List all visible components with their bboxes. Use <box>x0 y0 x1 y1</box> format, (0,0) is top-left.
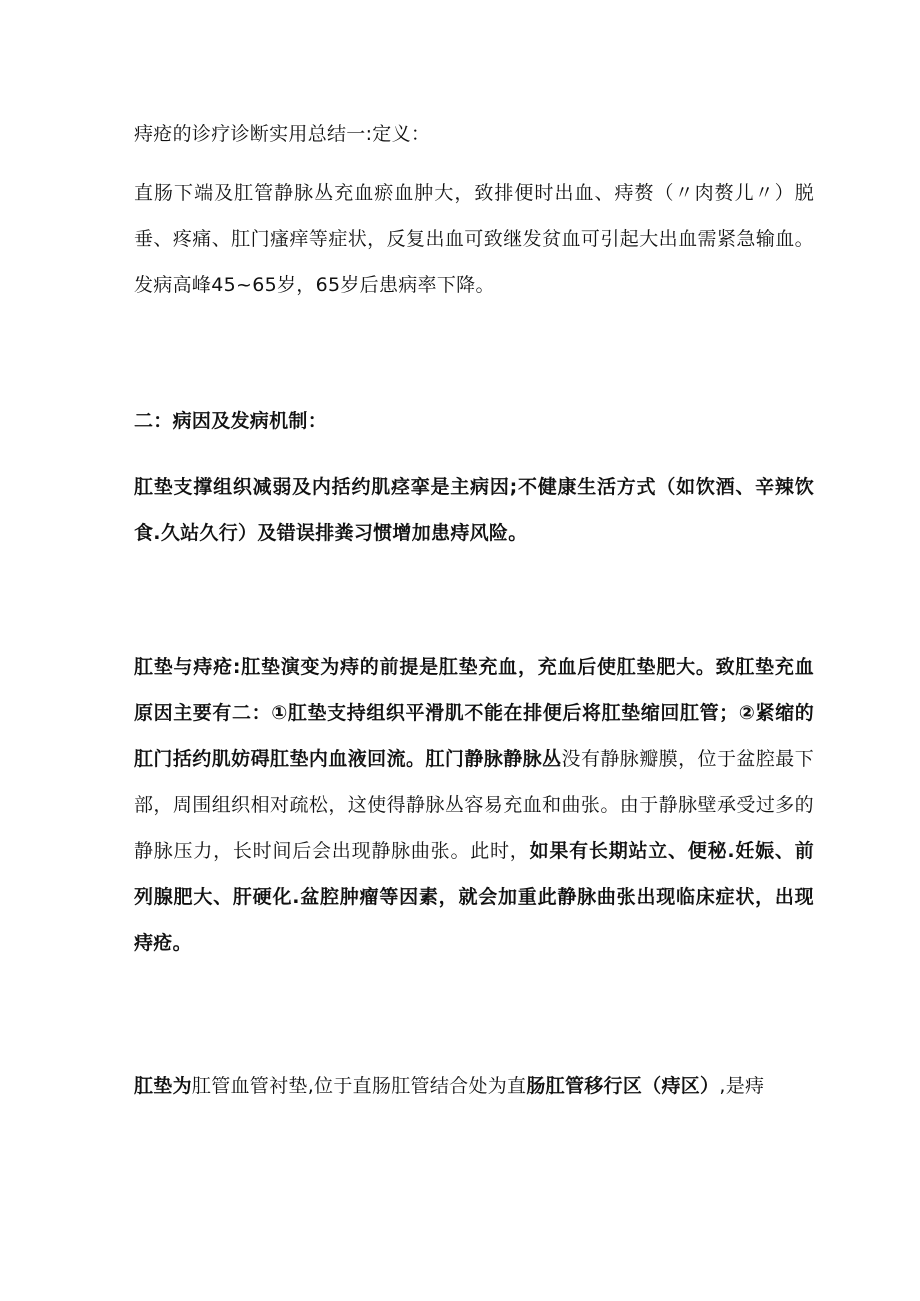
anal-cushion-normal-text: 没有静脉瓣膜，位于盆腔最下部，周围组织相对疏松，这使得静脉丛容易充血和曲张。由于静脉壁承受过多的静脉压力，长时间后会出现静脉曲张。此时， <box>134 748 814 862</box>
anal-cushion-definition-paragraph <box>134 1063 814 1109</box>
anal-cushion-bold-conclusion: 如果有长期站立、便秘.妊娠、前列腺肥大、肝硬化.盆腔肿瘤等因素，就会加重此静脉曲张出现临床症状，出现痔疮。 <box>134 840 814 954</box>
last-normal-text: 肛管血管衬垫,位于直肠肛管结合处为直 <box>191 1075 527 1097</box>
section-heading-cause: 二：病因及发病机制： <box>134 410 328 432</box>
last-bold-term: 肠肛管移行区（痔区） <box>526 1075 720 1097</box>
anal-cushion-paragraph <box>134 644 814 966</box>
anal-cushion-bold-text: 肛垫与痔疮:肛垫演变为痔的前提是肛垫充血，充血后使肛垫肥大。致肛垫充血原因主要有二：①肛垫支持组织平滑肌不能在排便后将肛垫缩回肛管；②紧缩的肛门括约肌妨碍肛垫内血液回流。肛门静脉静脉丛 <box>134 656 814 770</box>
last-normal-tail: ,是痔 <box>719 1075 765 1097</box>
last-bold-lead: 肛垫为 <box>134 1075 192 1097</box>
document-title: 痔疮的诊疗诊断实用总结一:定义： <box>134 123 431 145</box>
cause-paragraph: 肛垫支撑组织减弱及内括约肌痉挛是主病因;不健康生活方式（如饮酒、辛辣饮食.久站久行）及错误排粪习惯增加患痔风险。 <box>134 476 814 544</box>
definition-paragraph: 直肠下端及肛管静脉丛充血瘀血肿大，致排便时出血、痔赘（〃肉赘儿〃）脱垂、疼痛、肛门瘙痒等症状，反复出血可致继发贫血可引起大出血需紧急输血。发病高峰45~65岁，65岁后患病率下降。 <box>134 182 814 296</box>
